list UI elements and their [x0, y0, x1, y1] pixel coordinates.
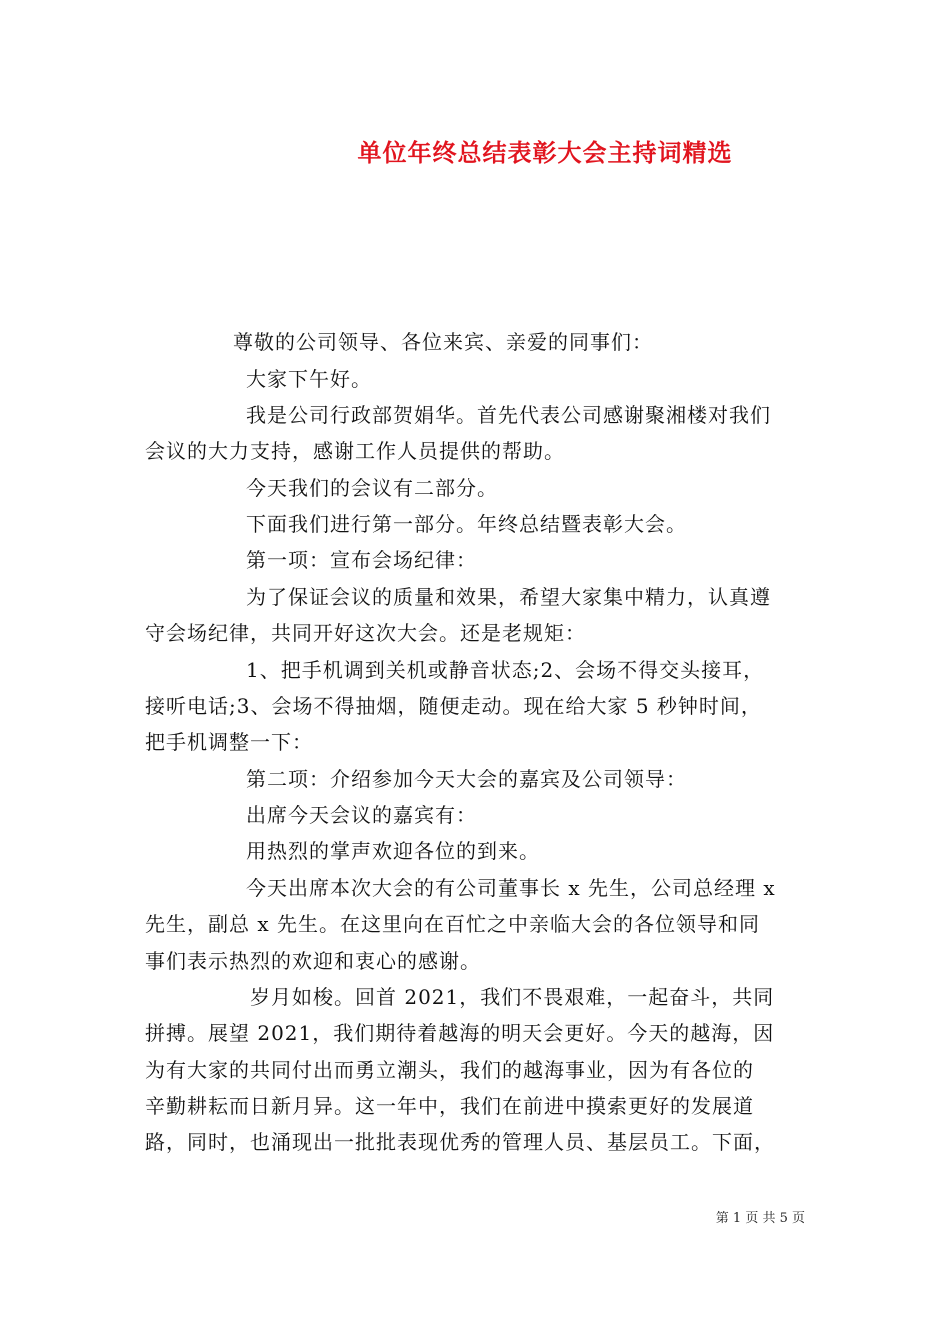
text-line: 出席今天会议的嘉宾有：	[246, 803, 477, 827]
text-line: 为有大家的共同付出而勇立潮头，我们的越海事业，因为有各位的	[145, 1058, 754, 1082]
text-line: 接听电话;3、会场不得抽烟，随便走动。现在给大家 5 秒钟时间，	[145, 694, 762, 718]
text-line: 1、把手机调到关机或静音状态;2、会场不得交头接耳，	[246, 658, 765, 682]
text-line: 今天我们的会议有二部分。	[246, 476, 498, 500]
text-line: 守会场纪律，共同开好这次大会。还是老规矩：	[145, 621, 586, 645]
text-line: 我是公司行政部贺娟华。首先代表公司感谢聚湘楼对我们	[246, 403, 771, 427]
text-line: 岁月如梭。回首 2021，我们不畏艰难，一起奋斗，共同	[250, 985, 775, 1009]
text-line: 事们表示热烈的欢迎和衷心的感谢。	[145, 949, 481, 973]
text-line: 大家下午好。	[246, 367, 372, 391]
text-line: 尊敬的公司领导、各位来宾、亲爱的同事们：	[233, 330, 653, 354]
text-line: 第一项：宣布会场纪律：	[246, 548, 477, 572]
text-line: 今天出席本次大会的有公司董事长 x 先生，公司总经理 x	[246, 876, 776, 900]
document-title: 单位年终总结表彰大会主持词精选	[357, 138, 733, 167]
text-line: 把手机调整一下：	[145, 730, 313, 754]
text-line: 会议的大力支持，感谢工作人员提供的帮助。	[145, 439, 565, 463]
text-line: 用热烈的掌声欢迎各位的到来。	[246, 839, 540, 863]
page-number: 第 1 页 共 5 页	[715, 1211, 805, 1226]
text-line: 辛勤耕耘而日新月异。这一年中，我们在前进中摸索更好的发展道	[145, 1094, 754, 1118]
text-line: 先生，副总 x 先生。在这里向在百忙之中亲临大会的各位领导和同	[145, 912, 760, 936]
text-line: 下面我们进行第一部分。年终总结暨表彰大会。	[246, 512, 687, 536]
text-line: 第二项：介绍参加今天大会的嘉宾及公司领导：	[246, 767, 687, 791]
text-line: 为了保证会议的质量和效果，希望大家集中精力，认真遵	[246, 585, 771, 609]
text-line: 拼搏。展望 2021，我们期待着越海的明天会更好。今天的越海，因	[145, 1021, 775, 1045]
text-line: 路，同时，也涌现出一批批表现优秀的管理人员、基层员工。下面，	[145, 1130, 775, 1154]
